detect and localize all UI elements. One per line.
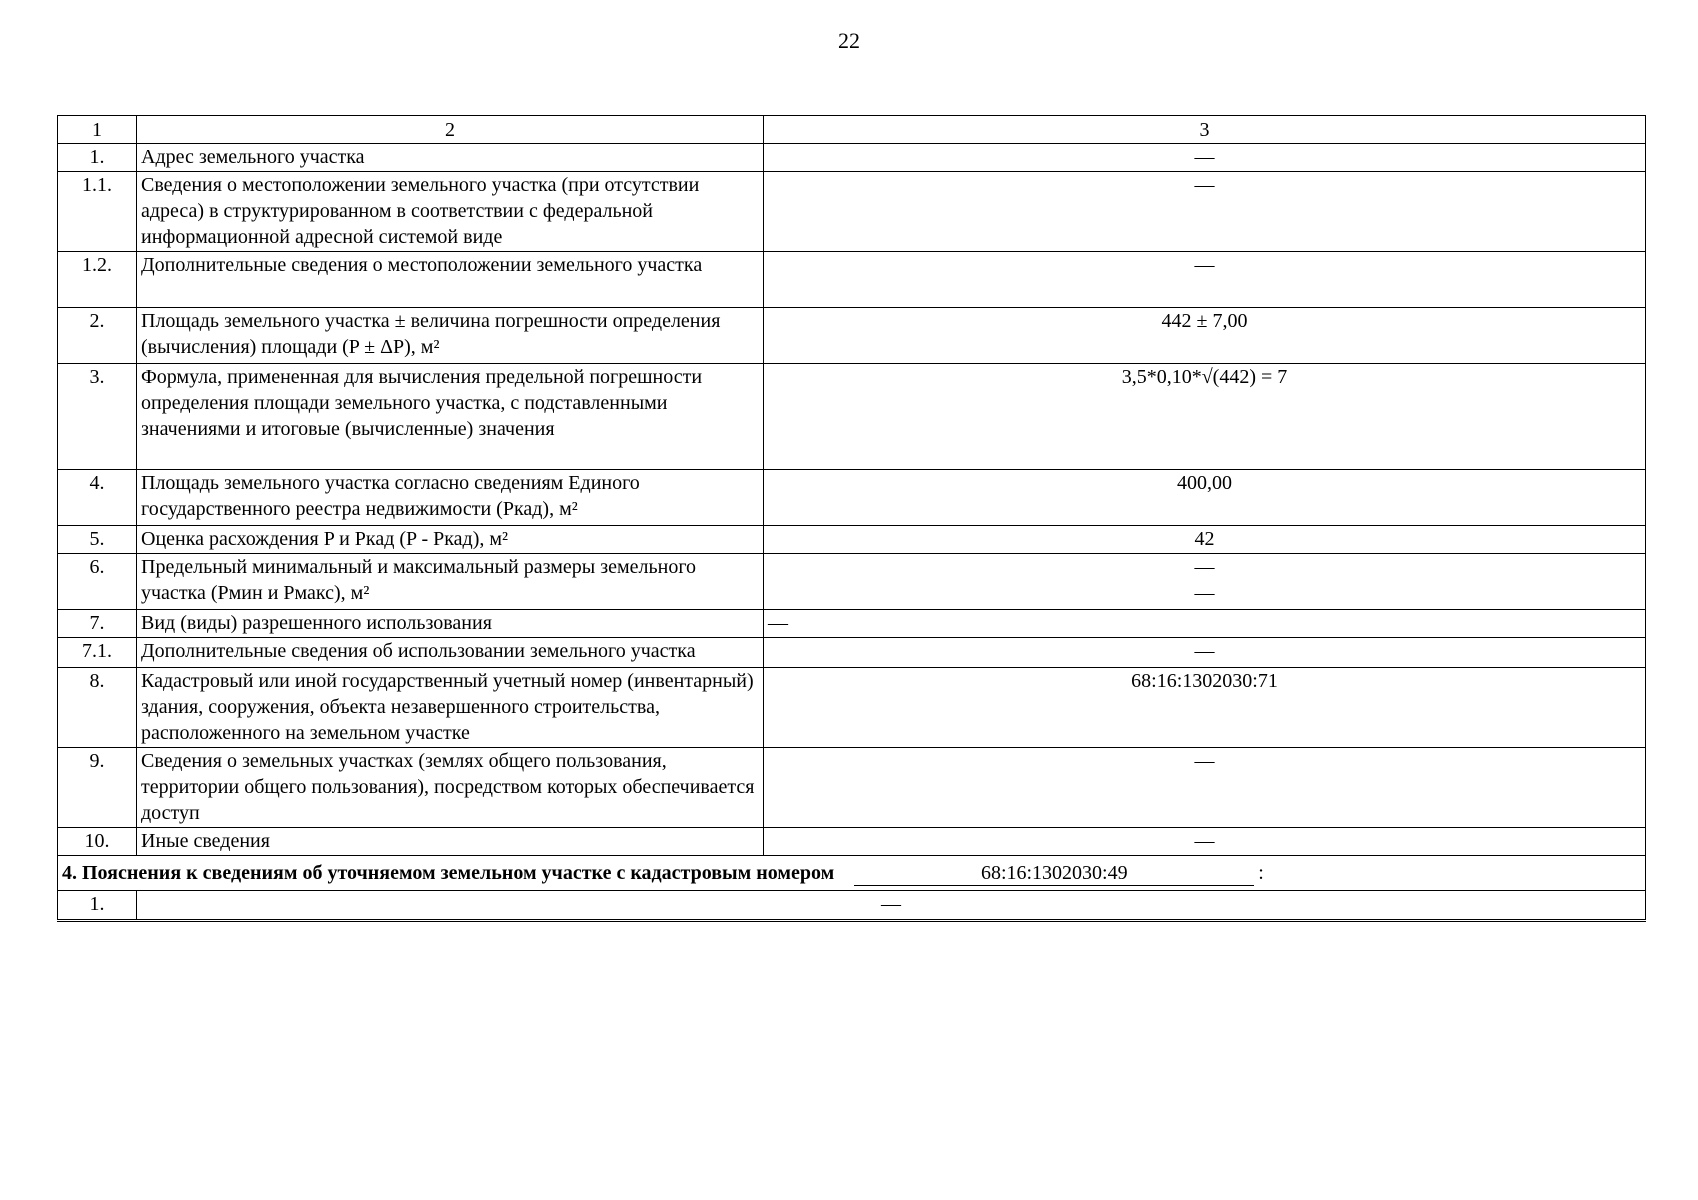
row-number: 7.1. bbox=[58, 638, 137, 668]
table-row bbox=[58, 554, 1646, 610]
table-row bbox=[58, 364, 1646, 470]
header-col-3: 3 bbox=[764, 116, 1646, 144]
row-label: Сведения о местоположении земельного участка (при отсутствии адреса) в структурированном в соответствии с федеральной информационной адресной системой виде bbox=[137, 172, 764, 252]
row-number: 1. bbox=[58, 144, 137, 172]
row-number: 4. bbox=[58, 470, 137, 526]
row-value: 442 ± 7,00 bbox=[764, 308, 1646, 364]
row-number: 1.2. bbox=[58, 252, 137, 308]
row-value-min-max bbox=[764, 554, 1646, 610]
row-number: 6. bbox=[58, 554, 137, 610]
table-row bbox=[58, 144, 1646, 172]
row-label: Площадь земельного участка согласно сведениям Единого государственного реестра недвижимости (Pкад), м² bbox=[137, 470, 764, 526]
row-label: Иные сведения bbox=[137, 828, 764, 856]
row-number: 5. bbox=[58, 526, 137, 554]
min-size-value: — bbox=[1194, 556, 1215, 578]
row-value: — bbox=[764, 610, 1646, 638]
row-number: 7. bbox=[58, 610, 137, 638]
row-value: 400,00 bbox=[764, 470, 1646, 526]
row-number: 3. bbox=[58, 364, 137, 470]
land-plot-info-table bbox=[57, 115, 1646, 922]
table-row bbox=[58, 828, 1646, 856]
row-number: 2. bbox=[58, 308, 137, 364]
row-number: 1. bbox=[58, 891, 137, 921]
row-label: Предельный минимальный и максимальный размеры земельного участка (Pмин и Pмакс), м² bbox=[137, 554, 764, 610]
row-value: 3,5*0,10*√(442) = 7 bbox=[764, 364, 1646, 470]
row-value: — bbox=[137, 891, 1646, 921]
row-label: Сведения о земельных участках (землях общего пользования, территории общего пользования), посредством которых обеспечивается доступ bbox=[137, 748, 764, 828]
section-title: 4. Пояснения к сведениям об уточняемом земельном участке с кадастровым номером bbox=[62, 862, 835, 884]
table-row bbox=[58, 638, 1646, 668]
table-row bbox=[58, 172, 1646, 252]
row-value: — bbox=[764, 172, 1646, 252]
row-label: Дополнительные сведения о местоположении земельного участка bbox=[137, 252, 764, 308]
row-number: 8. bbox=[58, 668, 137, 748]
table-row bbox=[58, 610, 1646, 638]
row-label: Площадь земельного участка ± величина погрешности определения (вычисления) площади (P ± ΔP), м² bbox=[137, 308, 764, 364]
section-cadastral-number: 68:16:1302030:49 bbox=[854, 861, 1254, 886]
header-col-1: 1 bbox=[58, 116, 137, 144]
row-value: — bbox=[764, 144, 1646, 172]
row-value: 42 bbox=[764, 526, 1646, 554]
table-header-row bbox=[58, 116, 1646, 144]
row-value: — bbox=[764, 748, 1646, 828]
table-row bbox=[58, 748, 1646, 828]
row-value: — bbox=[764, 828, 1646, 856]
row-label: Оценка расхождения P и Pкад (P - Pкад), м² bbox=[137, 526, 764, 554]
table-row bbox=[58, 891, 1646, 921]
page-number: 22 bbox=[838, 28, 860, 53]
header-col-2: 2 bbox=[137, 116, 764, 144]
table-row bbox=[58, 308, 1646, 364]
table-row bbox=[58, 252, 1646, 308]
section-header-row bbox=[58, 856, 1646, 891]
row-number: 10. bbox=[58, 828, 137, 856]
row-label: Адрес земельного участка bbox=[137, 144, 764, 172]
section-4-header bbox=[58, 856, 1646, 891]
table-row bbox=[58, 526, 1646, 554]
row-label: Кадастровый или иной государственный учетный номер (инвентарный) здания, сооружения, объекта незавершенного строительства, расположенного на земельном участке bbox=[137, 668, 764, 748]
table-row bbox=[58, 668, 1646, 748]
row-label: Дополнительные сведения об использовании земельного участка bbox=[137, 638, 764, 668]
row-number: 9. bbox=[58, 748, 137, 828]
row-value: — bbox=[764, 638, 1646, 668]
row-value: 68:16:1302030:71 bbox=[764, 668, 1646, 748]
row-number: 1.1. bbox=[58, 172, 137, 252]
row-label: Формула, примененная для вычисления предельной погрешности определения площади земельного участка, с подставленными значениями и итоговые (вычисленные) значения bbox=[137, 364, 764, 470]
row-label: Вид (виды) разрешенного использования bbox=[137, 610, 764, 638]
max-size-value: — bbox=[1194, 582, 1215, 604]
row-value: — bbox=[764, 252, 1646, 308]
table-row bbox=[58, 470, 1646, 526]
section-colon: : bbox=[1258, 862, 1264, 884]
